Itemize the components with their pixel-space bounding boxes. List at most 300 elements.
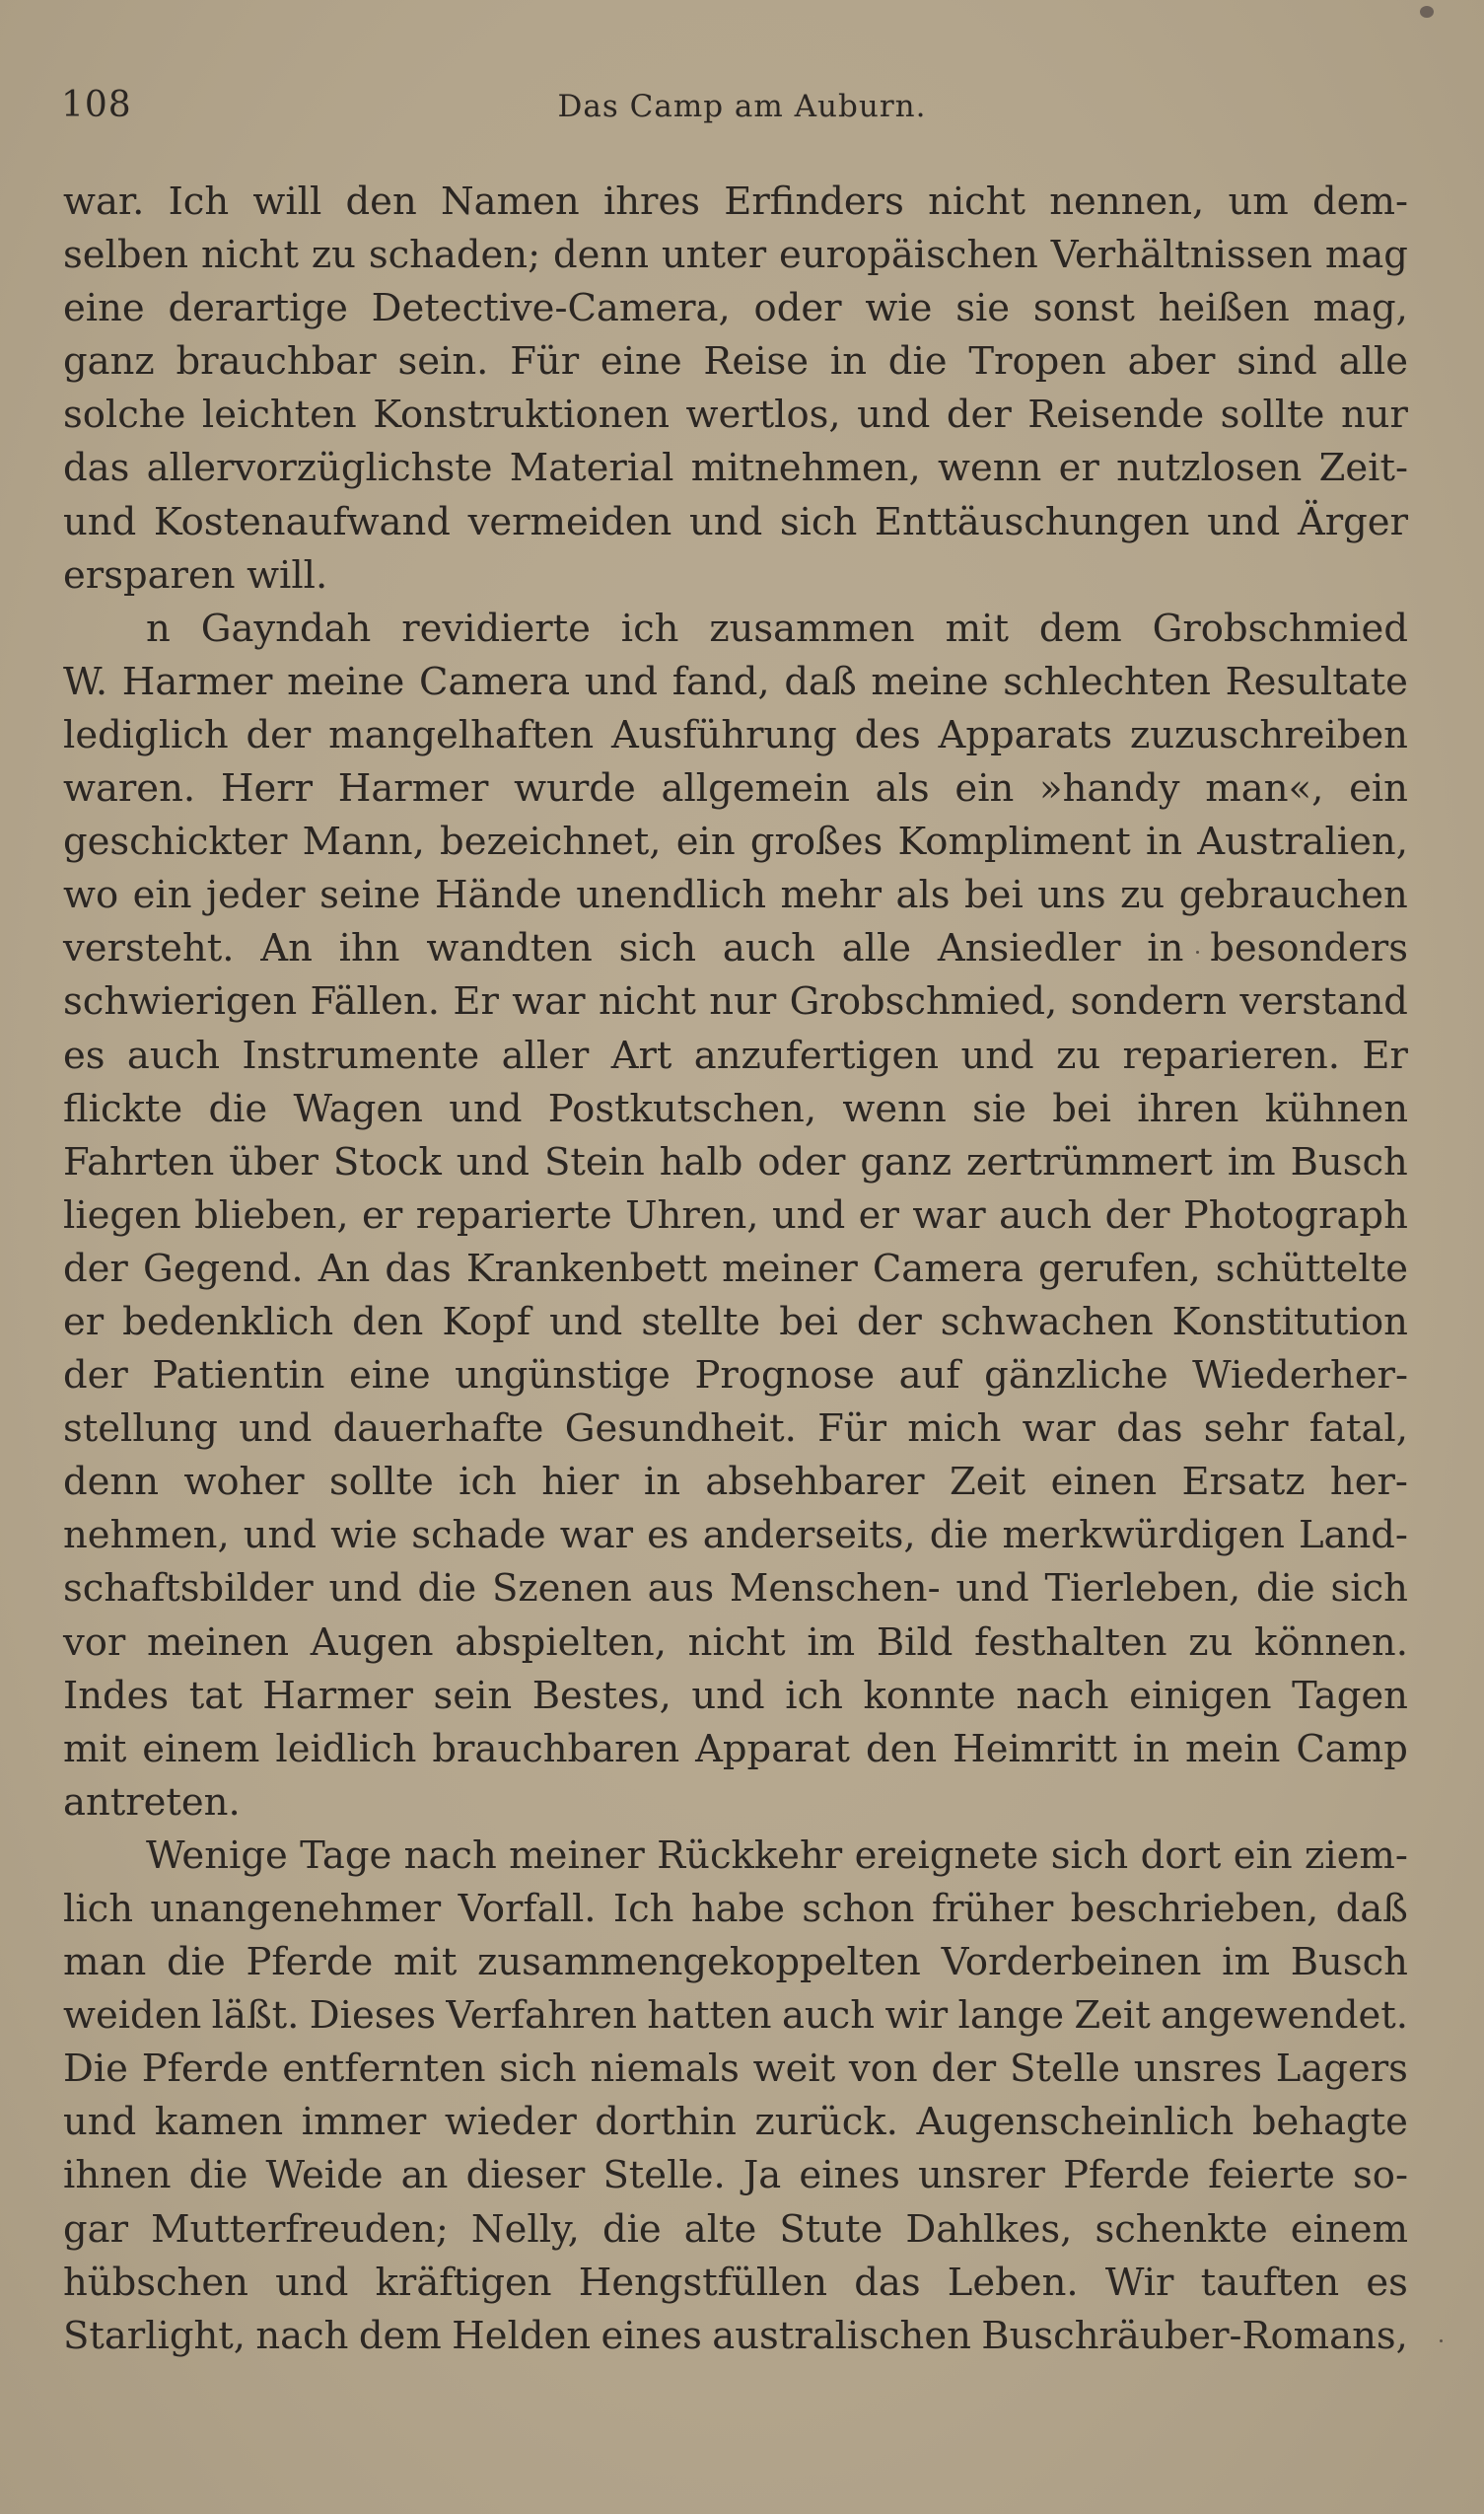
word: der	[63, 1353, 128, 1399]
word: wo	[63, 873, 119, 918]
word: Namen	[440, 180, 580, 224]
word: Mutterfreuden;	[151, 2206, 449, 2252]
word: ich	[459, 1460, 517, 1505]
text-line	[63, 762, 1408, 816]
word: läßt.	[211, 1993, 300, 2039]
word: an	[400, 2153, 449, 2198]
word: Ausführung	[610, 712, 837, 757]
word: revidierte	[401, 606, 591, 651]
word: Art	[610, 1033, 672, 1078]
word: liegen	[63, 1192, 181, 1238]
word: Augenscheinlich	[916, 2100, 1235, 2145]
word: nach	[1016, 1673, 1109, 1718]
word: es	[647, 1513, 689, 1558]
word: einen	[1050, 1460, 1158, 1505]
word: die	[601, 2206, 662, 2252]
word: der	[856, 1299, 922, 1344]
word: Uhren,	[625, 1192, 759, 1238]
word: auch	[126, 1033, 221, 1078]
word: nach	[403, 1832, 497, 1878]
word: und	[239, 1406, 313, 1452]
word: Konstruktionen	[373, 393, 671, 438]
word: zertrümmert	[966, 1139, 1213, 1185]
word: sich	[1330, 1566, 1408, 1612]
word: alle	[841, 926, 912, 971]
word: Bestes,	[531, 1673, 671, 1718]
word: das	[1116, 1406, 1183, 1452]
word: antreten.	[63, 1779, 241, 1825]
word: eine	[348, 1353, 431, 1399]
word: ersparen	[63, 552, 236, 598]
word: waren.	[63, 766, 196, 812]
word: können.	[1254, 1619, 1408, 1665]
text-line	[63, 922, 1408, 975]
word: anzufertigen	[693, 1033, 940, 1078]
word: und	[275, 2260, 349, 2305]
word: fand,	[671, 659, 770, 704]
word: die	[208, 1086, 268, 1131]
word: fatal,	[1308, 1406, 1408, 1452]
word: Vorfall.	[458, 1887, 597, 1931]
word: Dieses	[309, 1993, 437, 2039]
word: den	[865, 1726, 938, 1771]
word: auch	[722, 926, 815, 971]
word: Dahlkes,	[905, 2206, 1073, 2252]
text-line	[63, 709, 1408, 762]
word: ungünstige	[455, 1353, 671, 1399]
word: Land-	[1298, 1513, 1408, 1558]
word: nur	[709, 979, 777, 1025]
word: auf	[898, 1353, 960, 1399]
word: beschrieben,	[1070, 1887, 1319, 1931]
word: sie	[955, 286, 1011, 331]
word: dorthin	[595, 2100, 737, 2145]
word: Postkutschen,	[547, 1086, 817, 1131]
word: aus	[647, 1566, 715, 1612]
word: der	[1104, 1192, 1170, 1238]
word: gerufen,	[1037, 1246, 1201, 1291]
word: die	[167, 1940, 226, 1985]
word: eines	[601, 2313, 702, 2358]
word: hatten	[647, 1993, 772, 2039]
text-line	[63, 2149, 1408, 2202]
word: Verhältnissen	[1050, 233, 1312, 278]
word: großes	[749, 820, 883, 865]
text-line	[63, 229, 1408, 282]
word: sehr	[1203, 1406, 1289, 1452]
word: hier	[541, 1460, 619, 1505]
word: stellte	[641, 1299, 761, 1344]
word: bedenklich	[122, 1299, 334, 1344]
word: reparierte	[415, 1192, 612, 1238]
word: Wiederher-	[1192, 1353, 1408, 1399]
dust-speck	[1196, 951, 1199, 954]
word: Fahrten	[63, 1139, 215, 1185]
word: Szenen	[492, 1566, 632, 1612]
word: Stock	[332, 1139, 442, 1185]
word: Heimritt	[953, 1726, 1117, 1771]
word: Wir	[1104, 2260, 1174, 2305]
word: Leben.	[947, 2260, 1079, 2305]
word: uns	[1037, 873, 1106, 918]
word: daß	[1335, 1887, 1408, 1931]
word: verstand	[1239, 979, 1408, 1025]
text-line	[63, 335, 1408, 389]
word: ich	[785, 1673, 843, 1718]
word: unter	[661, 233, 767, 278]
word: seine	[319, 873, 421, 918]
word: Ich	[612, 1887, 674, 1931]
word: mit	[945, 606, 1009, 651]
word: meiner	[722, 1246, 858, 1291]
word: dauerhafte	[332, 1406, 544, 1452]
word: schade	[411, 1513, 546, 1558]
word: sein.	[397, 339, 489, 385]
word: weiden	[63, 1993, 202, 2039]
word: Indes	[63, 1673, 170, 1718]
word: und	[688, 499, 763, 544]
word: und	[63, 2100, 137, 2145]
text-line	[63, 1723, 1408, 1776]
word: halb	[659, 1139, 743, 1185]
word: und	[584, 659, 659, 704]
word: alte	[683, 2206, 757, 2252]
word: mit	[393, 1940, 458, 1985]
text-line	[63, 1616, 1408, 1670]
word: Die	[63, 2047, 128, 2092]
word: Tage	[300, 1832, 392, 1878]
word: ein	[675, 820, 736, 865]
word: ich	[620, 606, 679, 651]
text-line	[63, 1189, 1408, 1243]
word: das	[385, 1246, 452, 1291]
word: W.	[63, 659, 108, 704]
text-line	[63, 549, 1408, 603]
word: Detective-Camera,	[371, 286, 731, 331]
word: Nelly,	[470, 2206, 580, 2252]
word: Pferde	[246, 1940, 374, 1985]
word: ihres	[602, 180, 701, 224]
word: sonst	[1032, 286, 1135, 331]
word: Camera	[419, 659, 571, 704]
word: kühnen	[1264, 1086, 1408, 1131]
word: auch	[999, 1192, 1093, 1238]
word: mag	[1324, 233, 1408, 278]
word: angewendet.	[1161, 1993, 1408, 2039]
word: Konstitution	[1171, 1299, 1408, 1344]
word: abspielten,	[455, 1619, 667, 1665]
word: und	[456, 1139, 530, 1185]
body-text	[63, 176, 1408, 2363]
word: sich	[499, 2047, 577, 2092]
word: immer	[301, 2100, 427, 2145]
word: man	[63, 1940, 147, 1985]
word: Camp	[1296, 1726, 1408, 1771]
text-line	[63, 1989, 1408, 2043]
word: tat	[188, 1673, 243, 1718]
word: in	[829, 339, 867, 385]
word: einem	[142, 1726, 260, 1771]
word: man«,	[1205, 766, 1324, 812]
word: bezeichnet,	[440, 820, 662, 865]
page-header	[61, 85, 1423, 136]
word: alle	[1338, 339, 1408, 385]
word: Starlight,	[63, 2313, 246, 2358]
word: dort	[1140, 1832, 1222, 1878]
word: und	[960, 1033, 1034, 1078]
word: Ja	[742, 2153, 782, 2198]
word: Camera	[872, 1246, 1024, 1291]
word: gar	[63, 2206, 129, 2252]
word: sie	[972, 1086, 1026, 1131]
word: mit	[63, 1726, 127, 1771]
word: kamen	[154, 2100, 284, 2145]
word: oder	[753, 286, 842, 331]
word: das	[63, 446, 130, 491]
word: Weide	[265, 2153, 384, 2198]
word: lediglich	[63, 712, 229, 757]
word: meine	[287, 659, 405, 704]
word: Photograph	[1182, 1192, 1408, 1238]
page-number: 108	[61, 85, 132, 125]
word: wandten	[426, 926, 593, 971]
word: zu	[1120, 873, 1166, 918]
text-line	[63, 442, 1408, 495]
word: unsres	[1133, 2047, 1263, 2092]
word: im	[1222, 1940, 1270, 1985]
word: unsrer	[918, 2153, 1045, 2198]
word: war	[1022, 1406, 1095, 1452]
word: sich	[1050, 1832, 1129, 1878]
word: wir	[884, 1993, 949, 2039]
word: ein	[1233, 1832, 1293, 1878]
word: stellung	[63, 1406, 218, 1452]
word: vor	[63, 1619, 126, 1665]
word: bei	[964, 873, 1024, 918]
word: Enttäuschungen	[874, 499, 1190, 544]
word: des	[854, 712, 921, 757]
word: als	[875, 766, 930, 812]
word: und	[449, 1086, 523, 1131]
word: eines	[799, 2153, 900, 2198]
word: gebrauchen	[1178, 873, 1408, 918]
word: lich	[63, 1887, 133, 1931]
word: kräftigen	[375, 2260, 552, 2305]
word: Zeit	[949, 1460, 1026, 1505]
word: anderseits,	[702, 1513, 916, 1558]
word: als	[895, 873, 951, 918]
word: schenkte	[1095, 2206, 1268, 2252]
text-line	[63, 1349, 1408, 1402]
text-line	[63, 1030, 1408, 1083]
text-line	[63, 1670, 1408, 1723]
word: Stelle.	[602, 2153, 726, 2198]
word: will.	[247, 552, 328, 598]
word: nicht	[928, 180, 1026, 224]
word: Reisende	[1027, 393, 1205, 438]
word: An	[318, 1246, 371, 1291]
word: bei	[779, 1299, 838, 1344]
word: feierte	[1208, 2153, 1335, 2198]
word: Für	[817, 1406, 886, 1452]
word: sollte	[1220, 393, 1325, 438]
word: und	[955, 1566, 1029, 1612]
word: Stein	[544, 1139, 645, 1185]
word: denn	[552, 233, 649, 278]
word: ein	[1349, 766, 1408, 812]
word: denn	[63, 1460, 160, 1505]
word: ihnen	[63, 2153, 172, 2198]
word: in	[1145, 820, 1183, 865]
word: auch	[781, 1993, 876, 2039]
word: Grobschmied,	[789, 979, 1058, 1025]
word: zu	[311, 233, 356, 278]
word: Ansiedler	[937, 926, 1121, 971]
word: war	[512, 979, 586, 1025]
word: nennen,	[1049, 180, 1205, 224]
word: Pferde	[141, 2047, 269, 2092]
word: unendlich	[576, 873, 767, 918]
word: Australien,	[1197, 820, 1408, 865]
word: Apparats	[938, 712, 1113, 757]
text-line	[63, 1243, 1408, 1296]
text-line	[63, 1562, 1408, 1616]
word: Instrumente	[242, 1033, 480, 1078]
word: ein	[954, 766, 1015, 812]
word: sich	[618, 926, 697, 971]
word: zuzuschreiben	[1129, 712, 1408, 757]
word: er	[362, 1192, 403, 1238]
word: Krankenbett	[465, 1246, 708, 1291]
word: Kopf	[442, 1299, 531, 1344]
word: war	[912, 1192, 986, 1238]
word: Mann,	[302, 820, 425, 865]
dust-speck	[1420, 6, 1434, 18]
word: meine	[871, 659, 989, 704]
text-line	[63, 1776, 1408, 1830]
word: die	[1255, 1566, 1315, 1612]
text-line	[63, 1509, 1408, 1562]
word: Helden	[452, 2313, 592, 2358]
word: die	[188, 2153, 248, 2198]
word: vermeiden	[467, 499, 672, 544]
word: Tierleben,	[1044, 1566, 1241, 1612]
word: die	[417, 1566, 477, 1612]
word: aller	[501, 1033, 590, 1078]
word: ein	[132, 873, 192, 918]
word: leidlich	[275, 1726, 417, 1771]
word: konnte	[863, 1673, 996, 1718]
word: Material	[509, 446, 674, 491]
word: daß	[784, 659, 857, 704]
word: Zeit-	[1318, 446, 1408, 491]
word: Hände	[434, 873, 562, 918]
word: schaden;	[368, 233, 541, 278]
text-line	[63, 389, 1408, 442]
word: ereignete	[854, 1832, 1039, 1878]
text-line	[63, 2257, 1408, 2310]
word: australischen	[712, 2313, 971, 2358]
word: Bild	[876, 1619, 954, 1665]
word: selben	[63, 233, 189, 278]
word: Tagen	[1292, 1673, 1408, 1718]
word: Wenige	[146, 1832, 288, 1878]
word: dem-	[1312, 180, 1408, 224]
word: brauchbar	[176, 339, 377, 385]
text-line	[63, 1883, 1408, 1936]
word: Kostenaufwand	[153, 499, 451, 544]
word: der	[63, 1246, 128, 1291]
text-line	[63, 1456, 1408, 1509]
word: derartige	[168, 286, 348, 331]
word: entfernten	[282, 2047, 486, 2092]
word: woher	[183, 1460, 305, 1505]
word: eine	[63, 286, 145, 331]
word: der	[931, 2047, 997, 2092]
text-line	[63, 2043, 1408, 2096]
word: nehmen,	[63, 1513, 230, 1558]
word: Zeit	[1074, 1993, 1151, 2039]
word: Lagers	[1275, 2047, 1408, 2092]
text-line	[63, 869, 1408, 922]
word: nach	[255, 2313, 349, 2358]
word: den	[352, 1299, 424, 1344]
word: sein	[433, 1673, 513, 1718]
word: Patientin	[152, 1353, 325, 1399]
word: wertlos,	[685, 393, 841, 438]
word: sich	[779, 499, 858, 544]
word: wieder	[444, 2100, 577, 2145]
word: allgemein	[661, 766, 850, 812]
text-line	[63, 2203, 1408, 2257]
word: blieben,	[194, 1192, 349, 1238]
word: es	[63, 1033, 106, 1078]
word: und	[1207, 499, 1281, 544]
word: aber	[1127, 339, 1216, 385]
word: mehr	[780, 873, 883, 918]
word: Resultate	[1225, 659, 1408, 704]
word: Grobschmied	[1152, 606, 1408, 651]
word: mich	[907, 1406, 1002, 1452]
word: solche	[63, 393, 186, 438]
word: der	[246, 712, 312, 757]
word: geschickter	[63, 820, 288, 865]
text-line	[63, 603, 1408, 656]
word: Pferde	[1063, 2153, 1190, 2198]
word: so-	[1353, 2153, 1408, 2198]
word: Wagen	[293, 1086, 423, 1131]
word: schaftsbilder	[63, 1566, 314, 1612]
word: schwachen	[940, 1299, 1154, 1344]
word: dem	[1038, 606, 1122, 651]
word: Er	[1362, 1033, 1408, 1078]
word: eine	[600, 339, 682, 385]
text-line	[63, 2310, 1408, 2363]
word: festhalten	[974, 1619, 1167, 1665]
word: ganz	[860, 1139, 953, 1185]
word: oder	[757, 1139, 846, 1185]
text-line	[63, 1083, 1408, 1136]
word: meinen	[147, 1619, 290, 1665]
text-line	[63, 2096, 1408, 2149]
word: schwierigen	[63, 979, 298, 1025]
word: die	[929, 1513, 989, 1558]
word: Busch	[1290, 1139, 1408, 1185]
word: Apparat	[695, 1726, 850, 1771]
word: mangelhaften	[328, 712, 595, 757]
word: n	[146, 606, 171, 651]
word: flickte	[63, 1086, 183, 1131]
